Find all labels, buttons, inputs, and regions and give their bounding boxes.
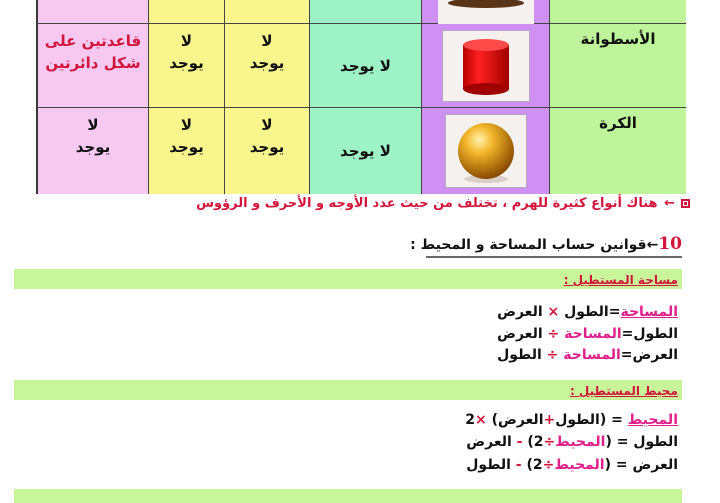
formula-lhs: المحيط xyxy=(627,412,678,428)
rect-area-band xyxy=(14,269,682,289)
formula-term: المساحة xyxy=(563,347,621,363)
arrow-icon: ← xyxy=(664,196,675,211)
formula-operator: ÷ xyxy=(543,434,556,450)
sphere-col-y2 xyxy=(225,108,310,194)
section-heading xyxy=(410,234,682,258)
area-formula-1 xyxy=(497,304,678,320)
formula-eq: = ( xyxy=(599,412,628,428)
sphere-col-green xyxy=(310,108,422,194)
table-row-sphere xyxy=(38,108,684,194)
formula-term: 2 xyxy=(465,412,475,428)
formula-eq: = xyxy=(608,304,621,320)
rect-perimeter-heading: محيط المستطيل : xyxy=(569,384,678,398)
formula-term: المحيط xyxy=(555,434,606,450)
formula-term: العرض xyxy=(466,434,517,450)
cylinder-col-green xyxy=(310,24,422,108)
formula-term: 2) xyxy=(522,434,544,450)
cylinder-name: الأسطوانة xyxy=(580,30,656,48)
cone-base-image xyxy=(438,0,534,24)
square-bullet-icon xyxy=(681,199,690,208)
sphere-bases-cell xyxy=(38,108,149,194)
rect-area-heading: مساحة المستطيل : xyxy=(563,273,678,287)
formula-lhs: العرض xyxy=(632,457,678,473)
formula-eq: = xyxy=(620,347,633,363)
cylinder-image xyxy=(442,30,530,102)
shapes-table xyxy=(36,0,686,194)
formula-lhs: العرض xyxy=(632,347,678,363)
formula-operator: × xyxy=(547,304,560,320)
perimeter-formula-2 xyxy=(466,434,678,450)
formula-operator: ÷ xyxy=(547,326,560,342)
section-number: 10 xyxy=(658,234,682,254)
table-cell xyxy=(310,0,422,24)
formula-lhs: الطول xyxy=(633,326,678,342)
sphere-image xyxy=(445,114,527,188)
formula-term: الطول xyxy=(466,457,516,473)
cell-text: لا يوجد xyxy=(249,32,285,72)
cell-text: لا يوجد xyxy=(340,142,391,160)
formula-term: الطول xyxy=(564,304,609,320)
cell-text: لا يوجد xyxy=(249,116,285,156)
formula-term: العرض xyxy=(497,326,543,342)
cylinder-bases-text: قاعدتين على شكل دائرتين xyxy=(44,32,142,72)
perimeter-formula-1 xyxy=(465,412,678,428)
formula-operator: + xyxy=(543,412,556,428)
table-cell xyxy=(149,0,225,24)
formula-term: الطول xyxy=(555,412,600,428)
cell-text: لا يوجد xyxy=(340,56,391,75)
formula-term: 2) xyxy=(521,457,543,473)
formula-operator: - xyxy=(515,457,522,473)
cylinder-col-y1 xyxy=(149,24,225,108)
formula-operator: - xyxy=(516,434,523,450)
formula-lhs: المساحة xyxy=(620,304,678,320)
cell-text: لا يوجد xyxy=(75,116,111,156)
table-cell-image xyxy=(422,0,550,24)
formula-lhs: الطول xyxy=(633,434,678,450)
formula-operator: ÷ xyxy=(542,457,555,473)
table-row-partial xyxy=(38,0,684,24)
arrow-icon: ← xyxy=(646,237,659,253)
formula-term: المساحة xyxy=(564,326,622,342)
table-row-cylinder xyxy=(38,24,684,108)
sphere-name-cell xyxy=(550,108,686,194)
sphere-image-cell xyxy=(422,108,550,194)
cylinder-name-cell xyxy=(550,24,686,108)
formula-term: المحيط xyxy=(554,457,605,473)
sphere-name: الكرة xyxy=(599,114,637,132)
table-cell xyxy=(38,0,149,24)
section-title: قوانين حساب المساحة و المحيط : xyxy=(410,237,647,253)
formula-eq: = ( xyxy=(605,434,634,450)
pyramid-note xyxy=(175,196,690,218)
formula-eq: = xyxy=(621,326,634,342)
cylinder-bases-cell xyxy=(38,24,149,108)
area-formula-3 xyxy=(497,347,678,363)
next-section-band xyxy=(14,489,682,503)
formula-eq: = ( xyxy=(604,457,633,473)
cell-text: لا يوجد xyxy=(169,32,204,72)
pyramid-note-text: هناك أنواع كثيرة للهرم ، تختلف من حيث عدد الأوجه و الأحرف و الرؤوس xyxy=(196,196,658,211)
formula-operator: ÷ xyxy=(546,347,559,363)
cell-text: لا يوجد xyxy=(169,116,204,156)
sphere-col-y1 xyxy=(149,108,225,194)
cylinder-image-cell xyxy=(422,24,550,108)
formula-term: العرض xyxy=(497,304,543,320)
rect-perimeter-band xyxy=(14,380,682,400)
table-cell xyxy=(225,0,310,24)
perimeter-formula-3 xyxy=(466,457,678,473)
table-cell xyxy=(550,0,686,24)
formula-term: العرض) xyxy=(486,412,544,428)
cylinder-col-y2 xyxy=(225,24,310,108)
formula-term: الطول xyxy=(497,347,542,363)
formula-operator: × xyxy=(474,412,487,428)
area-formula-2 xyxy=(497,326,678,342)
